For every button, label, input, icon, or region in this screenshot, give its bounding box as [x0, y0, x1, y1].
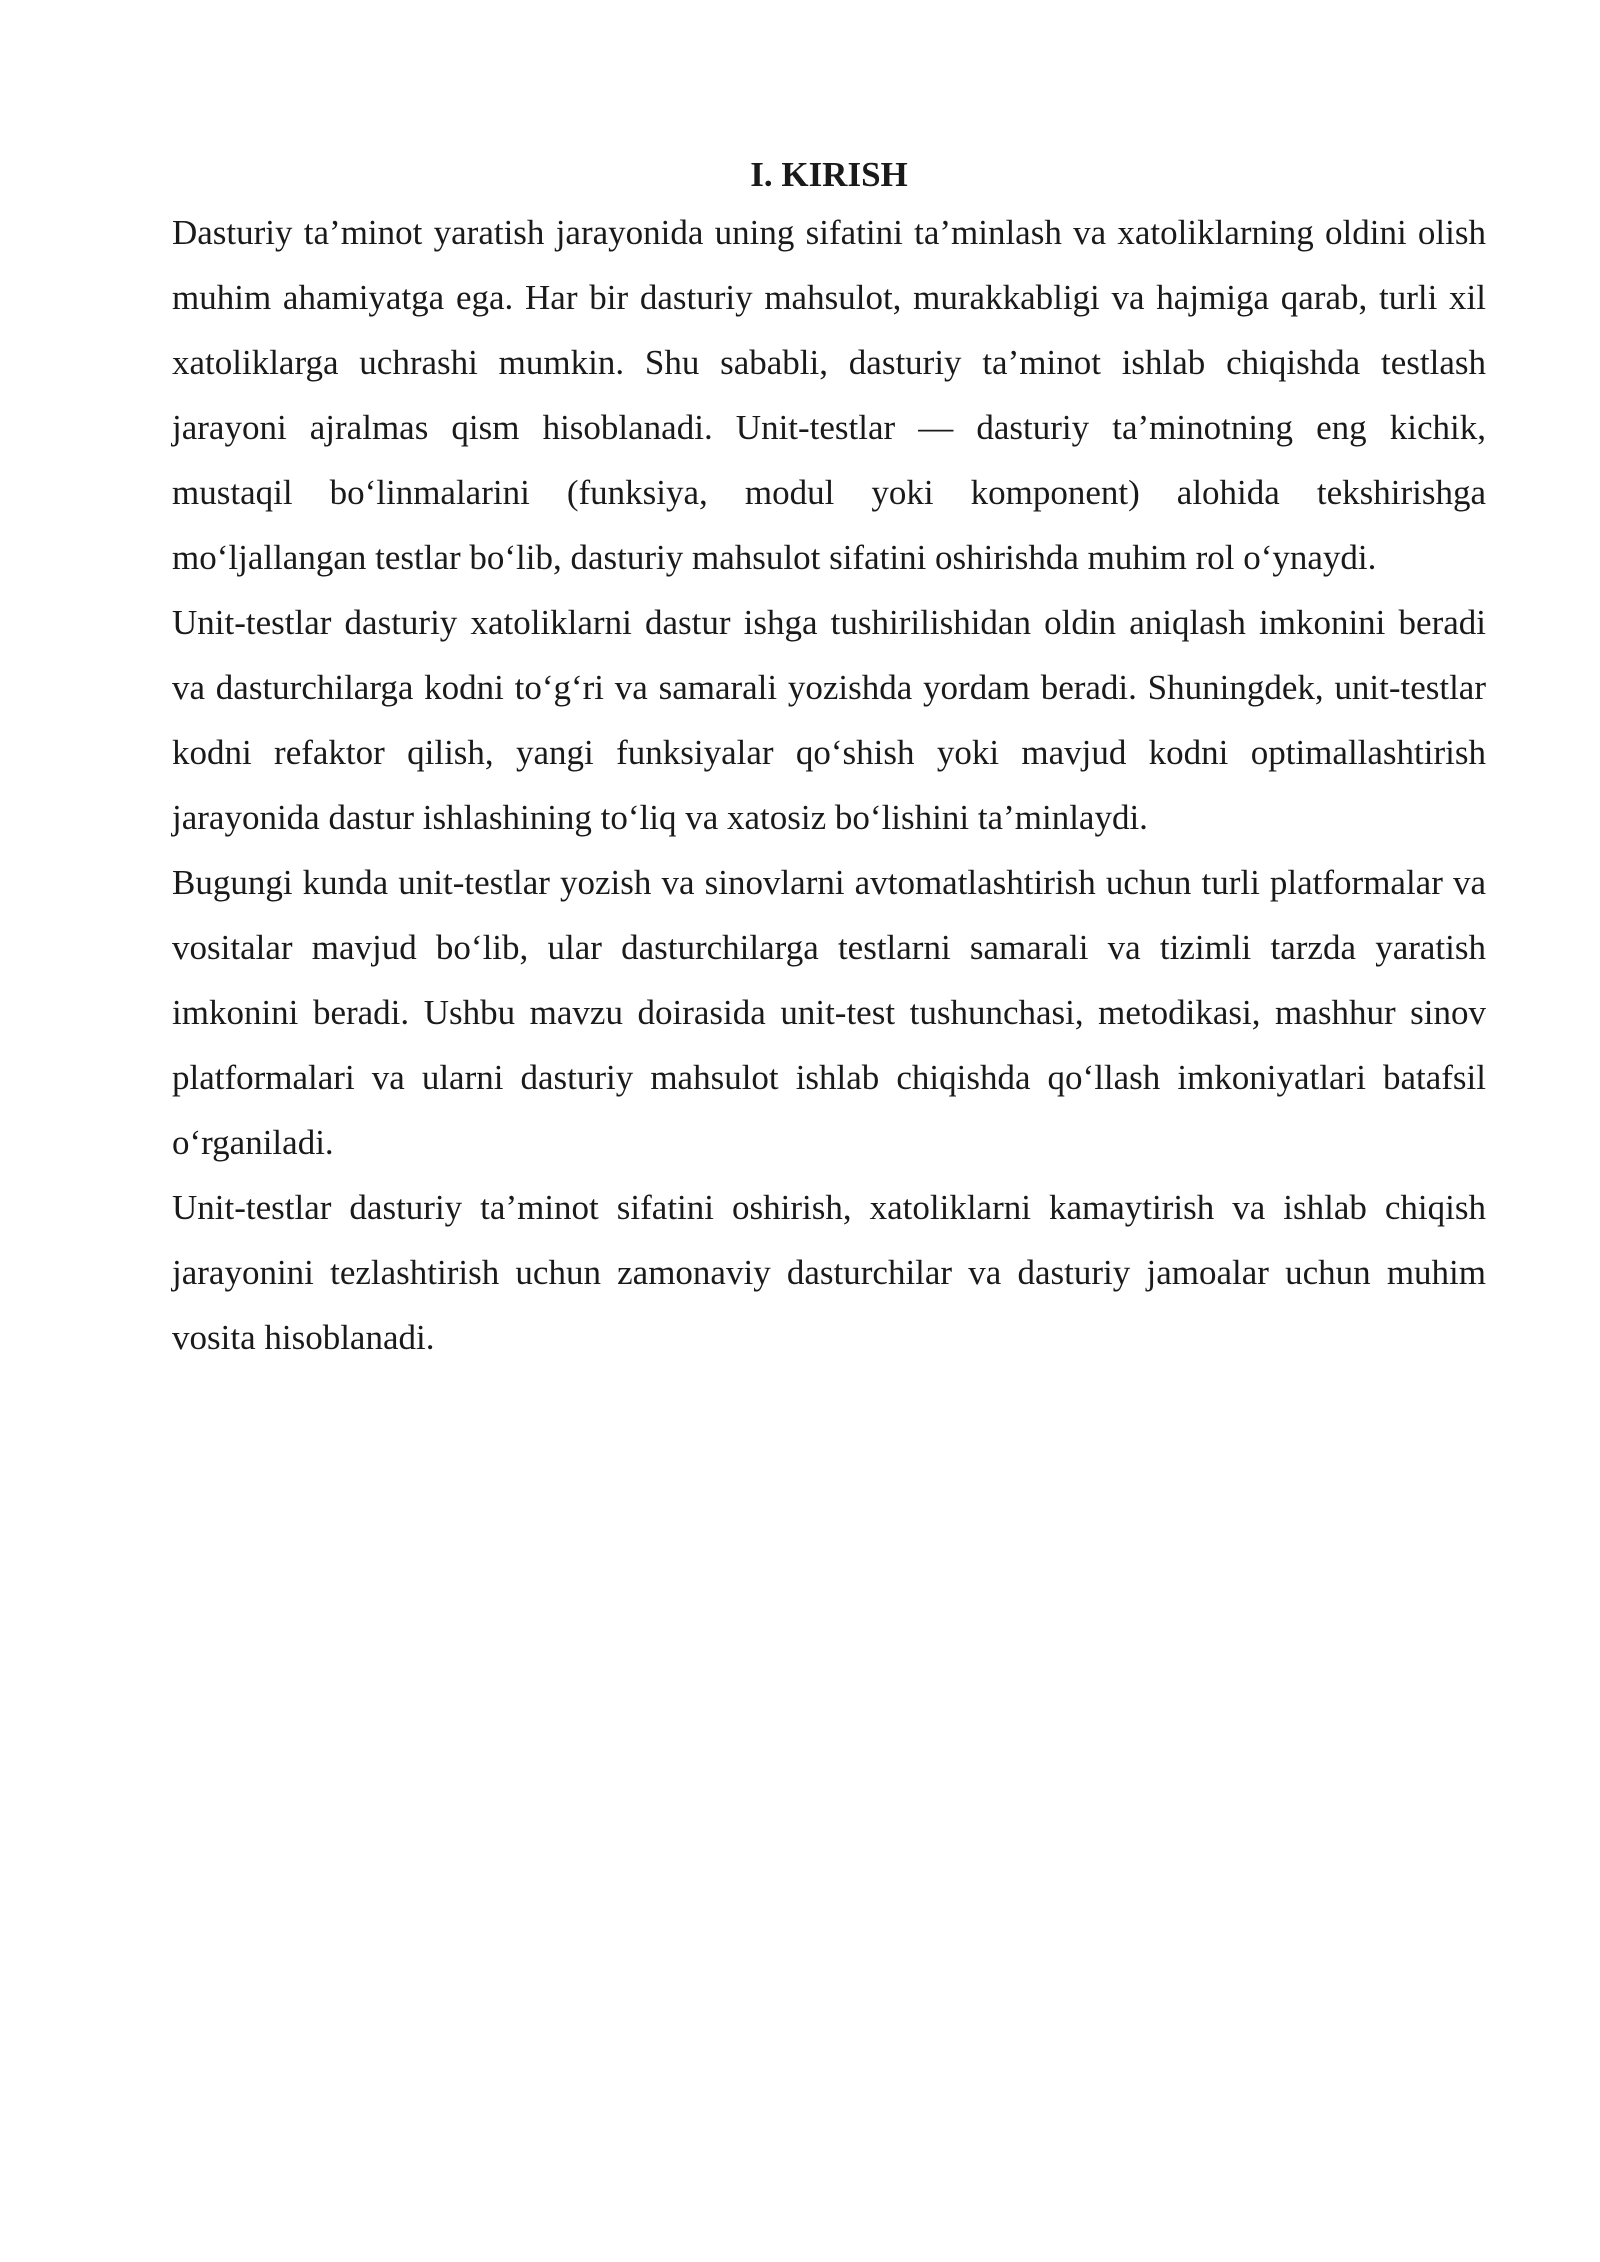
- paragraph-4: Unit-testlar dasturiy ta’minot sifatini oshirish, xatoliklarni kamaytirish va ishlab chiqish jarayonini tezlashtirish uchun zamonaviy dasturchilar va dasturiy jamoalar uchun muhim vosita hisoblanadi.: [172, 1188, 1486, 1357]
- section-title: I. KIRISH: [750, 155, 908, 194]
- paragraph-1: Dasturiy ta’minot yaratish jarayonida uning sifatini ta’minlash va xatoliklarning oldini olish muhim ahamiyatga ega. Har bir dasturiy mahsulot, murakkabligi va hajmiga qarab, turli xil xatoliklarga uchrashi mumkin. Shu sababli, dasturiy ta’minot ishlab chiqishda testlash jarayoni ajralmas qism hisoblanadi. Unit-testlar — dasturiy ta’minotning eng kichik, mustaqil bo‘linmalarini (funksiya, modul yoki komponent) alohida tekshirishga mo‘ljallangan testlar bo‘lib, dasturiy mahsulot sifatini oshirishda muhim rol o‘ynaydi.: [172, 213, 1486, 577]
- document-body: [172, 150, 1486, 1370]
- paragraph-3: Bugungi kunda unit-testlar yozish va sinovlarni avtomatlashtirish uchun turli platformalar va vositalar mavjud bo‘lib, ular dasturchilarga testlarni samarali va tizimli tarzda yaratish imkonini beradi. Ushbu mavzu doirasida unit-test tushunchasi, metodikasi, mashhur sinov platformalari va ularni dasturiy mahsulot ishlab chiqishda qo‘llash imkoniyatlari batafsil o‘rganiladi.: [172, 863, 1486, 1162]
- paragraph-2: Unit-testlar dasturiy xatoliklarni dastur ishga tushirilishidan oldin aniqlash imkonini beradi va dasturchilarga kodni to‘g‘ri va samarali yozishda yordam beradi. Shuningdek, unit-testlar kodni refaktor qilish, yangi funksiyalar qo‘shish yoki mavjud kodni optimallashtirish jarayonida dastur ishlashining to‘liq va xatosiz bo‘lishini ta’minlaydi.: [172, 603, 1486, 837]
